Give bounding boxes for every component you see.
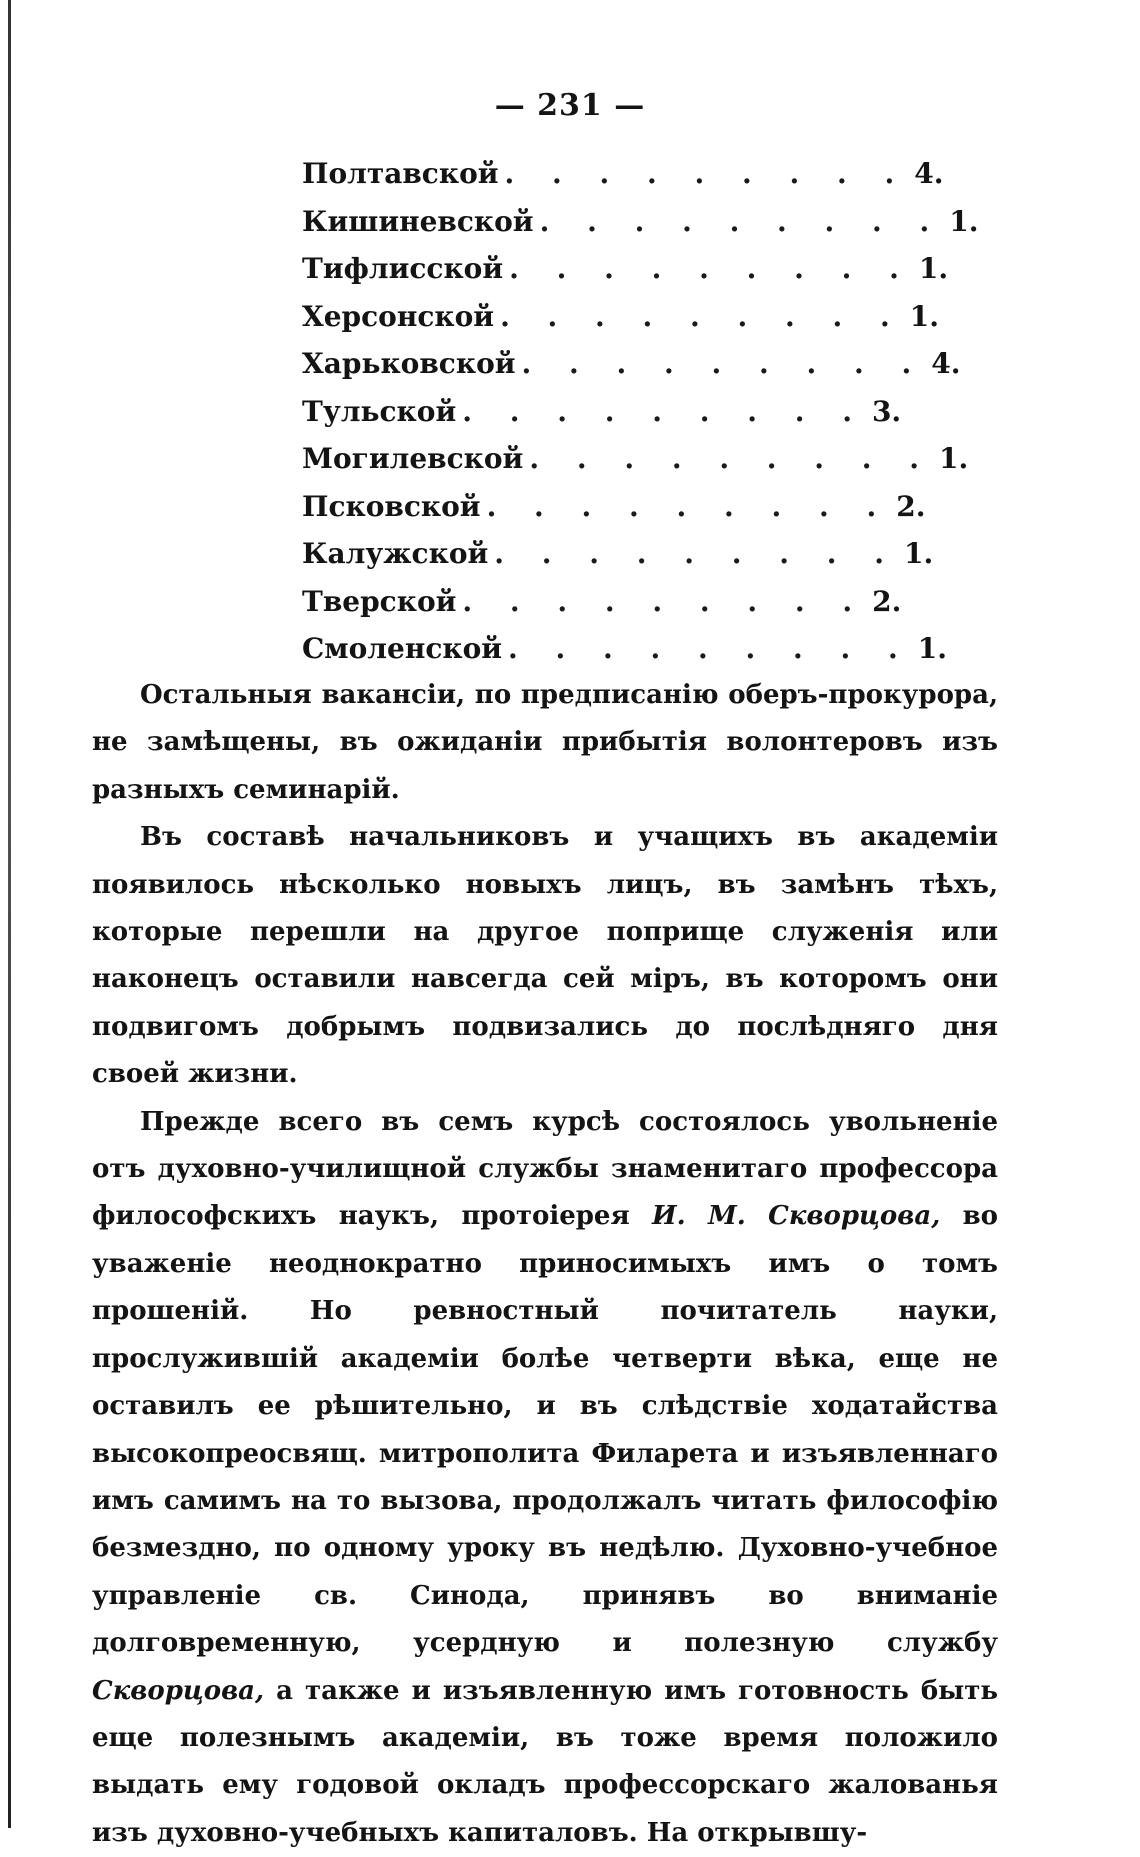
- list-item: [302, 388, 902, 436]
- list-item: [302, 530, 934, 578]
- list-item-name: Херсонской: [302, 299, 495, 333]
- list-item: [302, 483, 926, 531]
- list-item-count: 2.: [896, 489, 926, 523]
- list-item-name: Тифлисской: [302, 252, 504, 286]
- list-item-name: Смоленской: [302, 632, 503, 666]
- list-item: [302, 245, 949, 293]
- leader-dots: . . . . . . . . .: [508, 632, 912, 666]
- paragraph-staff-changes: Въ составѣ начальниковъ и учащихъ въ академіи появилось нѣсколько новыхъ лицъ, въ замѣнъ тѣхъ, которые перешли на другое поприще служенія или наконецъ оставили навсегда сей міръ, въ которомъ они подвигомъ добрымъ подвизались до послѣдняго дня своей жизни.: [92, 822, 998, 1090]
- list-item: [302, 198, 979, 246]
- list-item: [302, 578, 902, 626]
- leader-dots: . . . . . . . . .: [500, 299, 904, 333]
- list-item-count: 1.: [917, 632, 947, 666]
- person-name: Скворцова,: [92, 1675, 265, 1706]
- paragraph-skvortsov: [92, 1099, 998, 1857]
- list-item-count: 2.: [872, 584, 902, 618]
- list-item-count: 3.: [871, 394, 902, 428]
- leader-dots: . . . . . . . . .: [504, 157, 909, 191]
- paragraph-text: Прежде всего въ семъ курсѣ состоялось увольненіе отъ духовно-училищной службы знаменитаго профессора философскихъ наукъ, протоіерея: [92, 1106, 998, 1232]
- list-item-name: Полтавской: [302, 157, 499, 191]
- list-item: [302, 150, 944, 198]
- leader-dots: . . . . . . . . .: [486, 489, 891, 523]
- list-item-count: 4.: [931, 347, 961, 381]
- list-item-count: 1.: [939, 442, 969, 476]
- list-item-count: 1.: [949, 204, 979, 238]
- list-item-name: Харьковской: [302, 347, 516, 381]
- page-number: — 231 —: [494, 88, 646, 123]
- list-item-count: 1.: [909, 299, 940, 333]
- list-item-name: Псковской: [302, 489, 481, 523]
- leader-dots: . . . . . . . . .: [509, 252, 913, 286]
- list-item-name: Могилевской: [302, 442, 524, 476]
- list-item: [302, 625, 947, 673]
- paragraph-text: а также и изъявленную имъ готовность быть еще полезнымъ академіи, въ тоже время положило выдать ему годовой окладъ профессорскаго жалованья изъ духовно-учебныхъ капиталовъ. На открывшу-: [92, 1675, 998, 1848]
- paragraph-vacancies: Остальныя вакансіи, по предписанію оберъ-прокурора, не замѣщены, въ ожиданіи прибытія волонтеровъ изъ разныхъ семинарій.: [92, 680, 998, 805]
- list-item: [302, 293, 940, 341]
- list-item-count: 1.: [918, 252, 949, 286]
- list-item-count: 1.: [903, 537, 934, 571]
- leader-dots: . . . . . . . . .: [529, 442, 934, 476]
- person-name: И. М. Скворцова,: [652, 1201, 941, 1232]
- leader-dots: . . . . . . . . .: [494, 537, 898, 571]
- list-item-name: Калужской: [302, 537, 489, 571]
- list-item-name: Тверской: [302, 584, 457, 618]
- leader-dots: . . . . . . . . .: [462, 394, 866, 428]
- list-item: [302, 340, 961, 388]
- list-item-name: Кишиневской: [302, 204, 534, 238]
- list-item-name: Тульской: [302, 394, 457, 428]
- body-text: [92, 672, 998, 1857]
- seminary-list: [302, 150, 979, 673]
- list-item-count: 4.: [914, 157, 944, 191]
- paragraph-text: во уваженіе неоднократно приносимыхъ имъ о томъ прошеній. Но ревностный почитатель науки, прослужившій академіи болѣе четверти вѣка, еще не оставилъ ее рѣшительно, и въ слѣдствіе ходатайства высокопреосвящ. митрополита Филарета и изъявленнаго имъ самимъ на то вызова, продолжалъ читать философію безмездно, по одному уроку въ недѣлю. Духовно-учебное управленіе св. Синода, принявъ во вниманіе долговременную, усердную и полезную службу: [92, 1201, 998, 1659]
- leader-dots: . . . . . . . . .: [462, 584, 867, 618]
- leader-dots: . . . . . . . . .: [521, 347, 926, 381]
- page-edge: [8, 0, 11, 1828]
- list-item: [302, 435, 969, 483]
- leader-dots: . . . . . . . . .: [539, 204, 944, 238]
